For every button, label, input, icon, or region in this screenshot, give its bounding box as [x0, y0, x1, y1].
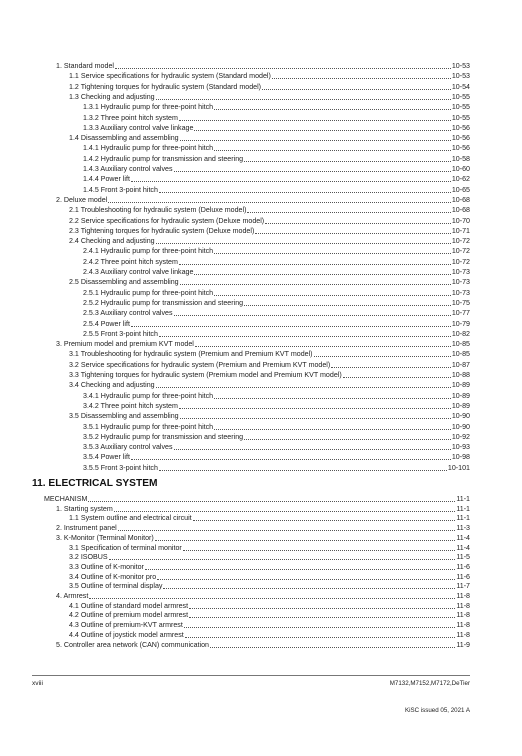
toc-entry-page: 10-90: [451, 412, 470, 421]
toc-entry-page: 10-73: [451, 278, 470, 287]
toc-entry[interactable]: [69, 412, 470, 421]
dot-leader: [343, 377, 451, 378]
toc-entry-page: 10-89: [451, 381, 470, 390]
toc-entry-page: 11-8: [456, 630, 470, 639]
toc-entry[interactable]: [83, 299, 470, 308]
toc-entry[interactable]: [69, 371, 470, 380]
toc-entry-page: 10-62: [451, 175, 470, 184]
dot-leader: [210, 647, 455, 648]
toc-entry[interactable]: [83, 124, 470, 133]
toc-entry[interactable]: [44, 495, 470, 504]
toc-entry-title: 3.1 Troubleshooting for hydraulic system (Premium and Premium KVT model): [69, 350, 313, 359]
toc-entry-page: 11-1: [456, 504, 470, 513]
toc-entry-page: 11-8: [456, 611, 470, 620]
dot-leader: [189, 608, 455, 609]
toc-entry-title: 1.3 Checking and adjusting: [69, 92, 155, 101]
dot-leader: [244, 305, 451, 306]
toc-entry-page: 10-60: [451, 165, 470, 173]
toc-entry-page: 10-54: [451, 82, 470, 91]
toc-entry[interactable]: [69, 83, 470, 92]
toc-entry-title: 2.5 Disassembling and assembling: [69, 278, 179, 287]
toc-entry[interactable]: [69, 573, 470, 582]
toc-entry-page: 10-55: [451, 113, 470, 122]
toc-entry-title: 2.5.4 Power lift: [83, 319, 130, 328]
toc-entry-page: 11-1: [456, 495, 470, 503]
toc-entry[interactable]: [56, 592, 470, 601]
toc-entry-page: 10-56: [451, 144, 470, 153]
toc-entry[interactable]: [56, 534, 470, 543]
dot-leader: [159, 192, 451, 193]
toc-entry[interactable]: [83, 258, 470, 267]
toc-entry-title: 3.5.2 Hydraulic pump for transmission and steering: [83, 432, 244, 441]
toc-entry-page: 11-8: [456, 601, 470, 610]
toc-entry-page: 10-82: [451, 329, 470, 338]
issue-note: KiSC issued 05, 2021 A: [404, 707, 470, 714]
toc-entry[interactable]: [69, 72, 470, 81]
dot-leader: [131, 181, 451, 182]
toc-entry-title: 3.5.1 Hydraulic pump for three-point hitch: [83, 422, 214, 431]
toc-entry[interactable]: [83, 433, 470, 442]
toc-entry-page: 10-56: [451, 134, 470, 143]
dot-leader: [184, 627, 456, 628]
dot-leader: [163, 588, 455, 589]
toc-entry-page: 10-89: [451, 401, 470, 410]
toc-entry-page: 11-6: [456, 572, 470, 581]
dot-leader: [262, 89, 451, 90]
footer-page-number: xviii: [32, 680, 43, 687]
toc-entry[interactable]: [56, 196, 470, 205]
toc-entry-page: 10-93: [451, 443, 470, 452]
toc-entry[interactable]: [69, 278, 470, 287]
toc-entry[interactable]: [83, 402, 470, 411]
toc-entry[interactable]: [83, 144, 470, 153]
toc-entry-page: 10-92: [451, 432, 470, 441]
toc-entry-page: 10-56: [451, 123, 470, 132]
toc-entry[interactable]: [83, 330, 470, 339]
toc-entry-title: 1.4 Disassembling and assembling: [69, 134, 179, 143]
toc-entry-page: 10-55: [451, 103, 470, 112]
toc-entry[interactable]: [69, 631, 470, 640]
toc-entry-title: 2.5.1 Hydraulic pump for three-point hitch: [83, 288, 214, 297]
toc-entry[interactable]: [83, 165, 470, 174]
toc-entry[interactable]: [69, 563, 470, 572]
toc-entry-title: 2. Instrument panel: [56, 524, 117, 533]
toc-entry[interactable]: [56, 524, 470, 533]
toc-entry[interactable]: [83, 268, 470, 277]
toc-entry-title: 4.4 Outline of joystick model armrest: [69, 630, 184, 639]
dot-leader: [118, 530, 456, 531]
toc-entry[interactable]: [83, 186, 470, 195]
dot-leader: [174, 449, 451, 450]
dot-leader: [214, 109, 451, 110]
toc-entry-title: 1. Starting system: [56, 504, 113, 513]
dot-leader: [157, 579, 455, 580]
dot-leader: [180, 284, 451, 285]
toc-entry[interactable]: [56, 505, 470, 514]
toc-entry[interactable]: [56, 62, 470, 71]
toc-entry-page: 10-55: [451, 92, 470, 101]
toc-entry[interactable]: [83, 114, 470, 123]
toc-entry[interactable]: [83, 453, 470, 462]
toc-entry-title: 3.2 Service specifications for hydraulic system (Premium and Premium KVT model): [69, 360, 331, 369]
dot-leader: [189, 617, 455, 618]
toc-entry[interactable]: [83, 175, 470, 184]
toc-entry-title: 2.1 Troubleshooting for hydraulic system (Deluxe model): [69, 206, 247, 215]
toc-entry-title: 3.4.2 Three point hitch system: [83, 401, 178, 410]
dot-leader: [131, 459, 451, 460]
toc-entry-page: 10-98: [451, 453, 470, 462]
toc-entry[interactable]: [69, 553, 470, 562]
toc-entry-page: 10-53: [451, 62, 470, 70]
toc-entry[interactable]: [69, 381, 470, 390]
toc-entry-title: 3.4 Outline of K-monitor pro: [69, 572, 157, 581]
toc-entry-title: 3.4.1 Hydraulic pump for three-point hitch: [83, 391, 214, 400]
dot-leader: [174, 171, 451, 172]
toc-entry-page: 11-5: [456, 553, 470, 562]
toc-entry[interactable]: [69, 582, 470, 591]
toc-entry-title: 2.5.2 Hydraulic pump for transmission and steering: [83, 298, 244, 307]
toc-entry-page: 10-85: [451, 340, 470, 349]
dot-leader: [214, 295, 451, 296]
toc-entry-page: 11-7: [456, 582, 470, 591]
toc-entry[interactable]: [83, 320, 470, 329]
toc-entry-page: 10-71: [451, 226, 470, 235]
dot-leader: [180, 418, 451, 419]
dot-leader: [193, 520, 456, 521]
dot-leader: [247, 212, 450, 213]
toc-entry-title: 1.1 Service specifications for hydraulic system (Standard model): [69, 72, 271, 81]
toc-entry-title: 3.5 Outline of terminal display: [69, 582, 163, 591]
toc-entry[interactable]: [83, 423, 470, 432]
toc-entry-page: 10-72: [451, 247, 470, 256]
dot-leader: [89, 598, 455, 599]
toc-entry-title: 3.5.4 Power lift: [83, 453, 130, 462]
toc-entry-title: 3.3 Outline of K-monitor: [69, 562, 144, 571]
toc-entry-title: 1.4.5 Front 3-point hitch: [83, 185, 158, 194]
toc-entry-page: 10-72: [451, 257, 470, 266]
dot-leader: [314, 356, 451, 357]
toc-entry-title: 2.4.1 Hydraulic pump for three-point hitch: [83, 247, 214, 256]
toc-entry-page: 11-9: [456, 640, 470, 649]
toc-entry-page: 11-6: [456, 562, 470, 571]
dot-leader: [244, 161, 451, 162]
toc-entry-page: 10-87: [451, 360, 470, 369]
toc-entry-title: 1.3.2 Three point hitch system: [83, 113, 178, 122]
toc-entry-title: 1.4.3 Auxiliary control valves: [83, 165, 173, 173]
dot-leader: [159, 336, 451, 337]
toc-entry-page: 10-68: [451, 195, 470, 204]
toc-entry[interactable]: [56, 641, 470, 650]
toc-entry-title: 3. Premium model and premium KVT model: [56, 340, 194, 349]
section-title: 11. ELECTRICAL SYSTEM: [32, 478, 158, 489]
toc-entry-title: 3.1 Specification of terminal monitor: [69, 543, 182, 552]
toc-entry[interactable]: [83, 309, 470, 318]
toc-entry-page: 11-8: [456, 592, 470, 600]
toc-entry-title: 1.4.4 Power lift: [83, 175, 130, 184]
toc-entry[interactable]: [83, 103, 470, 112]
toc-entry[interactable]: [69, 350, 470, 359]
dot-leader: [185, 637, 456, 638]
dot-leader: [244, 439, 451, 440]
toc-entry[interactable]: [69, 206, 470, 215]
toc-entry-page: 10-73: [451, 288, 470, 297]
toc-entry[interactable]: [69, 361, 470, 370]
toc-entry-title: 1.1 System outline and electrical circuit: [69, 514, 192, 523]
footer-divider: [32, 675, 470, 676]
toc-entry-page: 10-79: [451, 319, 470, 328]
toc-entry-title: 1.3.1 Hydraulic pump for three-point hitch: [83, 103, 214, 112]
toc-entry-page: 10-73: [451, 268, 470, 276]
toc-entry[interactable]: [69, 544, 470, 553]
toc-entry-page: 10-65: [451, 185, 470, 194]
toc-entry-title: MECHANISM: [44, 495, 88, 503]
toc-entry-title: 3.3 Tightening torques for hydraulic system (Premium model and Premium KVT model): [69, 371, 342, 379]
toc-entry[interactable]: [83, 392, 470, 401]
toc-entry-page: 10-72: [451, 237, 470, 246]
toc-entry-page: 10-89: [451, 391, 470, 400]
toc-entry-title: 3. K-Monitor (Terminal Monitor): [56, 533, 154, 542]
dot-leader: [214, 150, 451, 151]
dot-leader: [194, 130, 450, 131]
dot-leader: [195, 346, 451, 347]
toc-entry-title: 1.4.1 Hydraulic pump for three-point hitch: [83, 144, 214, 153]
toc-entry[interactable]: [83, 443, 470, 452]
dot-leader: [156, 243, 451, 244]
dot-leader: [114, 511, 456, 512]
toc-entry-title: 2.2 Service specifications for hydraulic system (Deluxe model): [69, 216, 265, 225]
toc-entry-title: 2.4.3 Auxiliary control valve linkage: [83, 268, 194, 276]
dot-leader: [214, 429, 451, 430]
toc-entry[interactable]: [69, 514, 470, 523]
dot-leader: [88, 501, 455, 502]
toc-entry-title: 4. Armrest: [56, 592, 89, 600]
dot-leader: [174, 315, 451, 316]
dot-leader: [179, 120, 451, 121]
dot-leader: [109, 559, 456, 560]
toc-entry-title: 3.5.5 Front 3-point hitch: [83, 463, 158, 472]
toc-entry[interactable]: [69, 621, 470, 630]
toc-entry-title: 2.4 Checking and adjusting: [69, 237, 155, 246]
toc-entry[interactable]: [69, 237, 470, 246]
toc-entry-page: 10-101: [447, 463, 470, 472]
toc-entry-page: 11-1: [456, 514, 470, 523]
toc-entry-title: 2.4.2 Three point hitch system: [83, 257, 178, 266]
toc-entry-page: 11-3: [456, 524, 470, 533]
dot-leader: [179, 264, 451, 265]
dot-leader: [131, 326, 451, 327]
toc-entry-page: 11-8: [456, 621, 470, 630]
dot-leader: [180, 140, 451, 141]
toc-entry-title: 3.2 ISOBUS: [69, 553, 108, 562]
toc-entry-title: 3.5.3 Auxiliary control valves: [83, 443, 173, 452]
dot-leader: [214, 398, 451, 399]
toc-entry[interactable]: [83, 464, 470, 473]
toc-entry[interactable]: [69, 134, 470, 143]
toc-entry-page: 10-77: [451, 309, 470, 318]
dot-leader: [145, 569, 455, 570]
toc-entry-title: 5. Controller area network (CAN) communication: [56, 640, 209, 649]
dot-leader: [156, 387, 451, 388]
dot-leader: [214, 253, 451, 254]
toc-entry-page: 11-4: [456, 543, 470, 552]
toc-entry-page: 10-75: [451, 298, 470, 307]
toc-entry-title: 2.3 Tightening torques for hydraulic system (Deluxe model): [69, 226, 255, 235]
toc-entry-title: 2.5.5 Front 3-point hitch: [83, 329, 158, 338]
dot-leader: [179, 408, 451, 409]
toc-entry[interactable]: [69, 611, 470, 620]
toc-entry[interactable]: [83, 289, 470, 298]
toc-entry-title: 2. Deluxe model: [56, 195, 108, 204]
toc-entry[interactable]: [69, 217, 470, 226]
dot-leader: [265, 223, 451, 224]
toc-entry-title: 3.4 Checking and adjusting: [69, 381, 155, 390]
toc-entry-page: 10-53: [451, 72, 470, 81]
dot-leader: [331, 367, 451, 368]
toc-entry-title: 4.3 Outline of premium-KVT armrest: [69, 621, 183, 630]
toc-entry-title: 1.4.2 Hydraulic pump for transmission and steering: [83, 154, 244, 163]
toc-entry-page: 10-58: [451, 154, 470, 163]
footer-models: M7132,M7152,M7172,DeTier: [389, 680, 470, 687]
toc-entry[interactable]: [83, 247, 470, 256]
toc-entry-page: 10-68: [451, 206, 470, 215]
dot-leader: [108, 202, 451, 203]
toc-entry[interactable]: [56, 340, 470, 349]
toc-entry-page: 10-85: [451, 350, 470, 359]
toc-entry-page: 11-4: [456, 533, 470, 542]
dot-leader: [194, 274, 450, 275]
dot-leader: [115, 68, 451, 69]
toc-entry-title: 1.2 Tightening torques for hydraulic system (Standard model): [69, 82, 262, 91]
toc-entry-title: 2.5.3 Auxiliary control valves: [83, 309, 173, 318]
toc-entry-title: 4.1 Outline of standard model armrest: [69, 601, 189, 610]
dot-leader: [155, 540, 456, 541]
toc-entry-page: 10-70: [451, 216, 470, 225]
toc-entry-page: 10-90: [451, 422, 470, 431]
dot-leader: [156, 99, 451, 100]
toc-entry-title: 3.5 Disassembling and assembling: [69, 412, 179, 421]
toc-entry[interactable]: [69, 602, 470, 611]
toc-entry[interactable]: [69, 227, 470, 236]
dot-leader: [272, 78, 451, 79]
toc-entry-title: 4.2 Outline of premium model armrest: [69, 611, 189, 620]
toc-entry-page: 10-88: [451, 371, 470, 379]
toc-entry[interactable]: [83, 155, 470, 164]
toc-entry-title: 1. Standard model: [56, 62, 114, 70]
dot-leader: [159, 470, 447, 471]
dot-leader: [255, 233, 451, 234]
toc-entry-title: 1.3.3 Auxiliary control valve linkage: [83, 123, 194, 132]
toc-entry[interactable]: [69, 93, 470, 102]
dot-leader: [183, 550, 456, 551]
